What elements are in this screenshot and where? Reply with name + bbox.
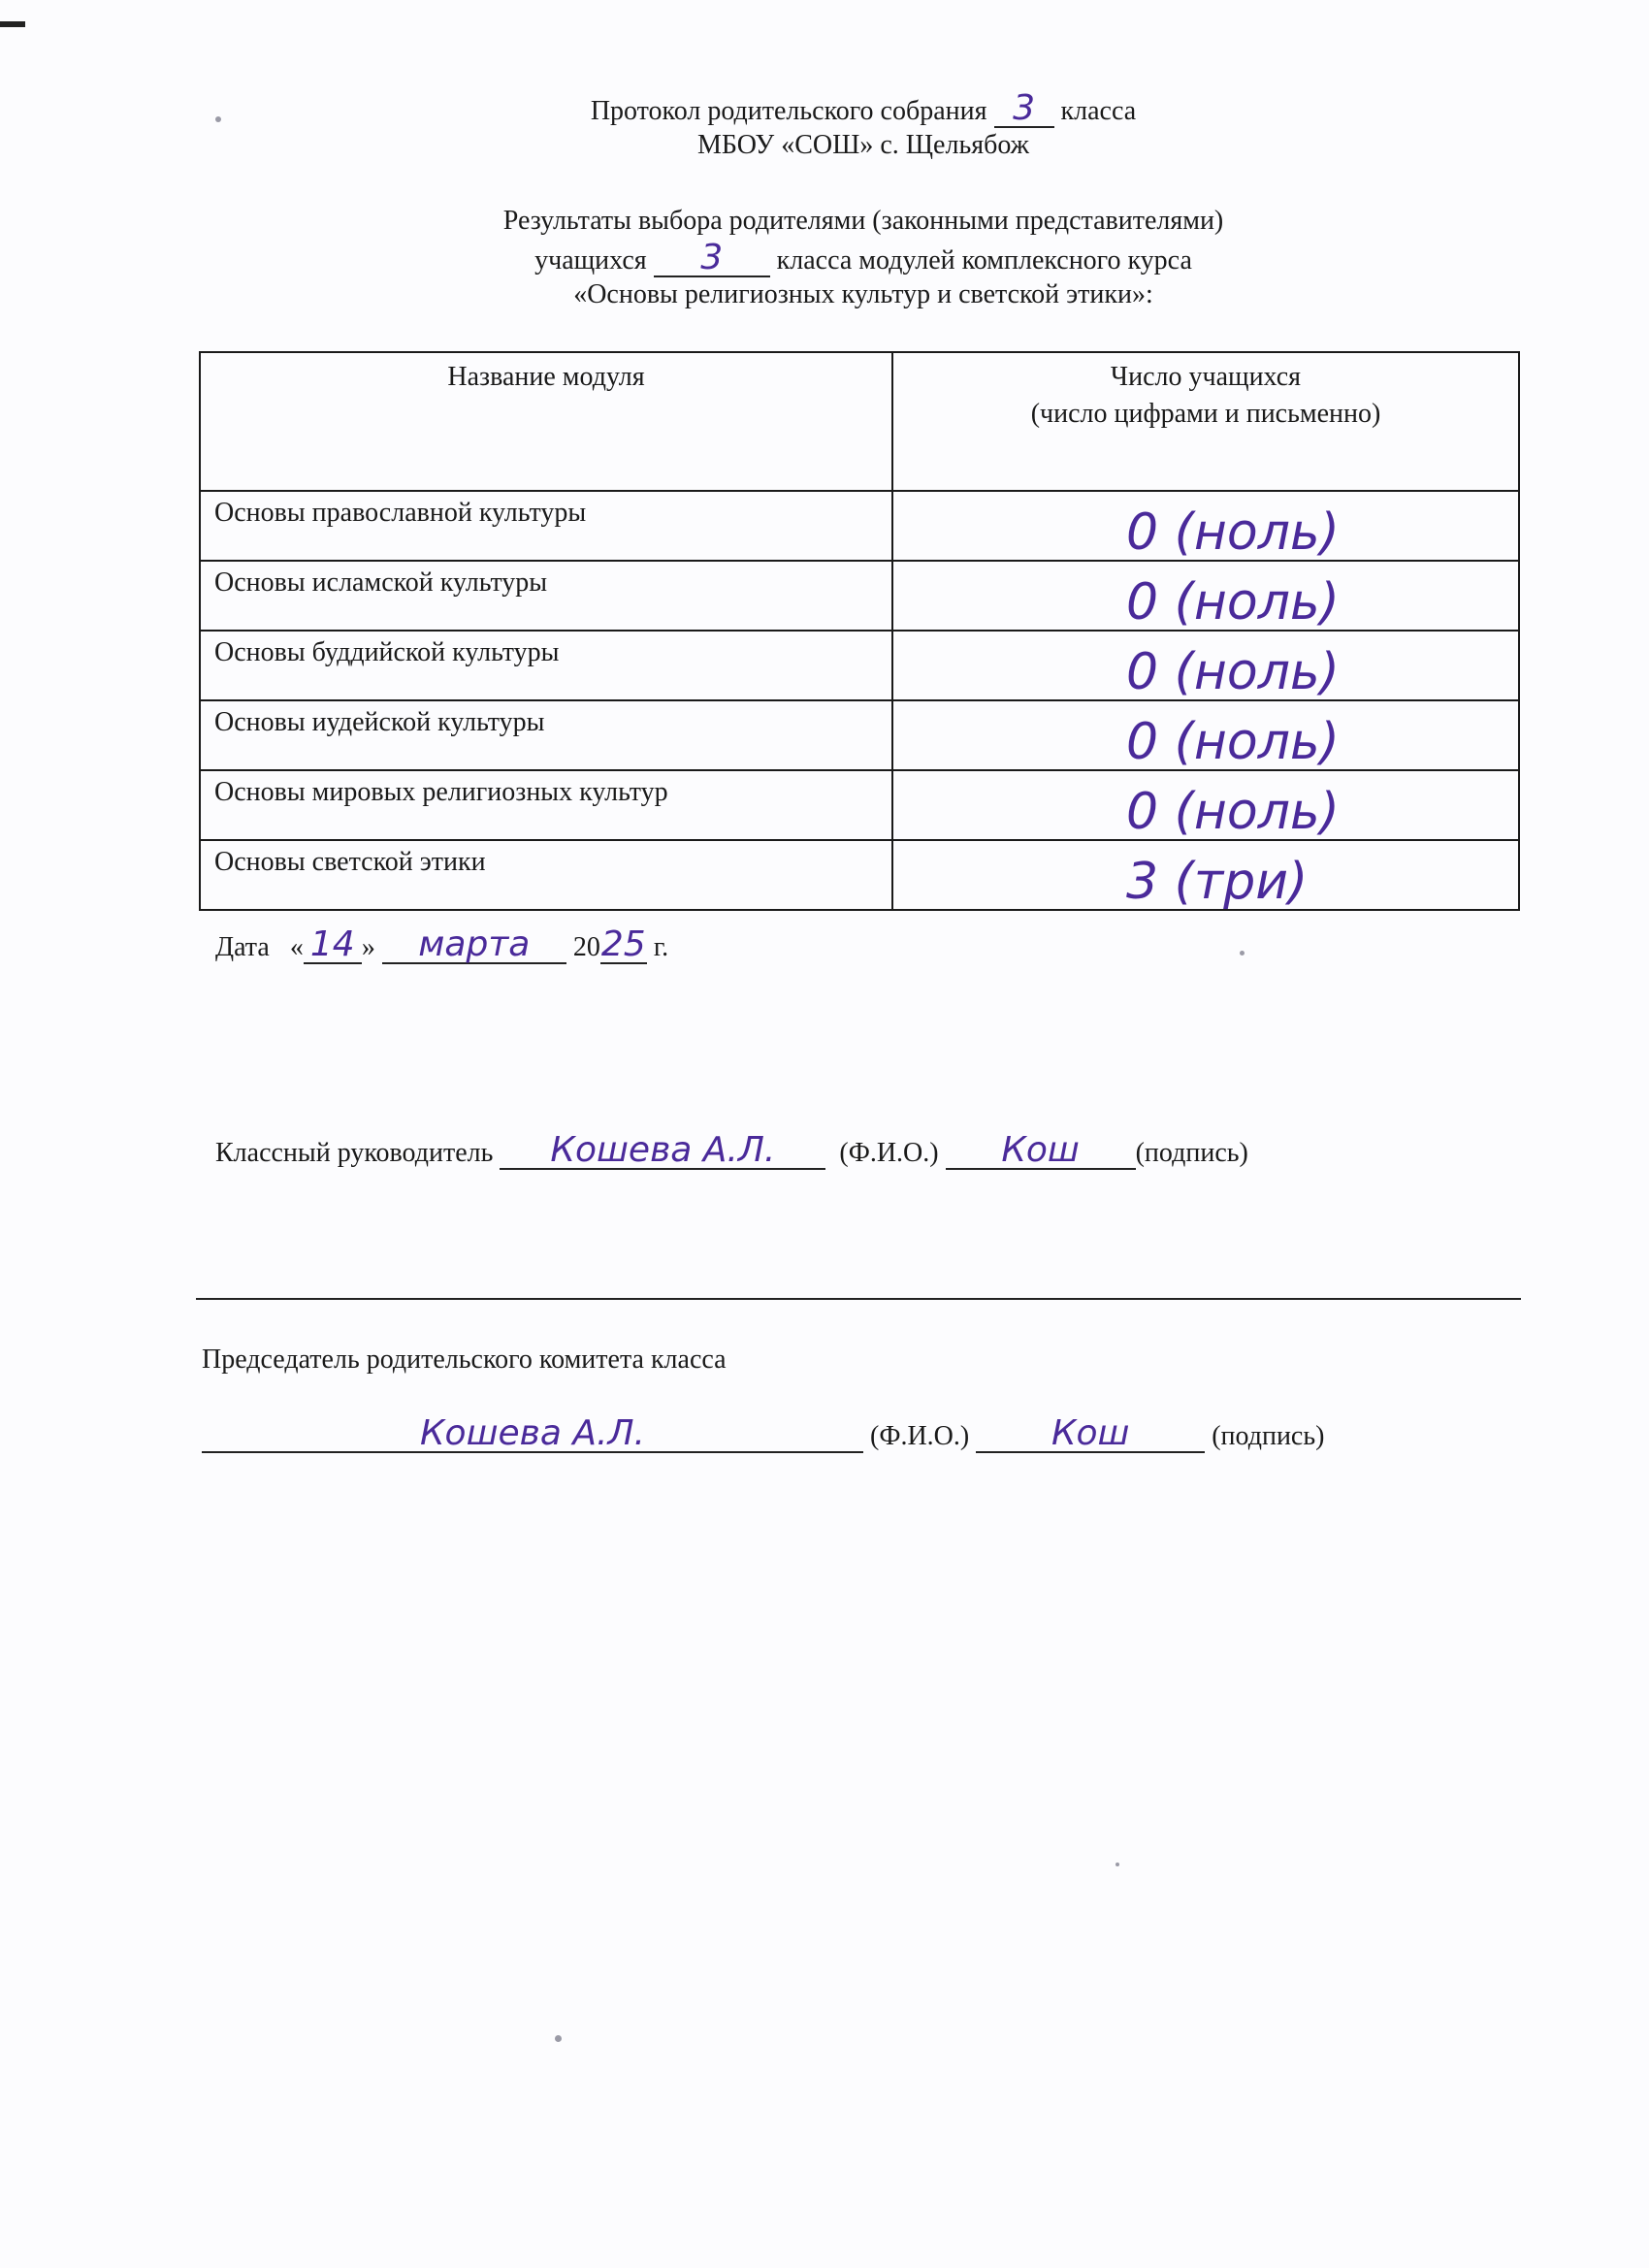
student-count-cell bbox=[892, 840, 1519, 910]
separator-line bbox=[196, 1298, 1521, 1300]
school-name: МБОУ «СОШ» с. Щельябож bbox=[696, 130, 1029, 160]
date-line bbox=[215, 924, 669, 965]
scan-corner-mark bbox=[0, 21, 25, 27]
table-row bbox=[200, 840, 1519, 910]
module-name: Основы мировых религиозных культур bbox=[200, 770, 892, 840]
module-name: Основы исламской культуры bbox=[200, 561, 892, 631]
class-teacher-fio-label: (Ф.И.О.) bbox=[839, 1138, 939, 1168]
header-student-count bbox=[892, 352, 1519, 491]
committee-signature-blank bbox=[976, 1413, 1205, 1453]
results-class-number: 3 bbox=[700, 238, 724, 277]
class-teacher-name-blank bbox=[500, 1130, 825, 1170]
committee-label: Председатель родительского комитета класса bbox=[202, 1345, 727, 1375]
class-teacher-name: Кошева А.Л. bbox=[550, 1130, 776, 1170]
results-title-line1: Результаты выбора родителями (законными представителями) bbox=[502, 206, 1224, 236]
scan-speck bbox=[555, 2035, 562, 2042]
table-row bbox=[200, 770, 1519, 840]
header-module-name bbox=[200, 352, 892, 491]
date-open-quote: « bbox=[289, 932, 304, 962]
header-count-line2: (число цифрами и письменно) bbox=[1030, 399, 1381, 429]
student-count-cell bbox=[892, 491, 1519, 561]
header-module-label: Название модуля bbox=[447, 362, 645, 392]
committee-signature-label: (подпись) bbox=[1212, 1421, 1325, 1451]
table-row bbox=[200, 491, 1519, 561]
student-count-cell bbox=[892, 631, 1519, 700]
date-month: марта bbox=[418, 924, 531, 964]
date-day: 14 bbox=[309, 924, 355, 964]
committee-name-blank bbox=[202, 1413, 863, 1453]
student-count-cell bbox=[892, 561, 1519, 631]
header-count-line1: Число учащихся bbox=[1110, 362, 1302, 392]
protocol-class-blank bbox=[994, 88, 1054, 128]
table-row bbox=[200, 631, 1519, 700]
course-title: «Основы религиозных культур и светской этики»: bbox=[573, 279, 1153, 309]
scan-speck bbox=[1240, 951, 1245, 956]
date-close-quote: » bbox=[361, 932, 375, 962]
class-teacher-line bbox=[215, 1130, 1248, 1171]
student-count: 0 (ноль) bbox=[1126, 503, 1340, 562]
results-title-line2 bbox=[0, 238, 1649, 278]
protocol-title bbox=[0, 88, 1649, 129]
date-year-prefix: 20 bbox=[572, 932, 600, 962]
student-count: 0 (ноль) bbox=[1126, 783, 1340, 841]
date-month-blank bbox=[382, 924, 566, 964]
module-name: Основы светской этики bbox=[200, 840, 892, 910]
student-count: 3 (три) bbox=[1126, 853, 1309, 911]
student-count: 0 (ноль) bbox=[1126, 713, 1340, 771]
table-row bbox=[200, 561, 1519, 631]
date-year-unit: г. bbox=[653, 932, 669, 962]
date-day-blank bbox=[304, 924, 362, 964]
table-row bbox=[200, 700, 1519, 770]
class-teacher-signature: Кош bbox=[1001, 1130, 1080, 1170]
protocol-title-suffix: класса bbox=[1060, 96, 1137, 126]
module-name: Основы буддийской культуры bbox=[200, 631, 892, 700]
class-teacher-label: Классный руководитель bbox=[215, 1138, 494, 1168]
module-name: Основы иудейской культуры bbox=[200, 700, 892, 770]
scan-speck bbox=[1116, 1863, 1119, 1866]
student-count-cell bbox=[892, 770, 1519, 840]
committee-signature: Кош bbox=[1051, 1413, 1130, 1453]
committee-fio-label: (Ф.И.О.) bbox=[870, 1421, 970, 1451]
committee-name: Кошева А.Л. bbox=[420, 1413, 645, 1453]
results-title-prefix: учащихся bbox=[534, 245, 647, 275]
results-class-blank bbox=[654, 238, 770, 277]
module-name: Основы православной культуры bbox=[200, 491, 892, 561]
student-count: 0 (ноль) bbox=[1126, 573, 1340, 632]
modules-table bbox=[199, 351, 1520, 911]
student-count-cell bbox=[892, 700, 1519, 770]
date-year-blank bbox=[600, 924, 647, 964]
class-teacher-signature-label: (подпись) bbox=[1135, 1138, 1248, 1168]
committee-line bbox=[202, 1413, 1325, 1454]
results-title-suffix: класса модулей комплексного курса bbox=[776, 245, 1192, 275]
protocol-class-number: 3 bbox=[1013, 88, 1035, 128]
date-year-suffix: 25 bbox=[600, 924, 646, 964]
protocol-title-prefix: Протокол родительского собрания bbox=[590, 96, 987, 126]
class-teacher-signature-blank bbox=[946, 1130, 1136, 1170]
table-header-row bbox=[200, 352, 1519, 491]
date-label: Дата bbox=[215, 932, 270, 962]
student-count: 0 (ноль) bbox=[1126, 643, 1340, 701]
